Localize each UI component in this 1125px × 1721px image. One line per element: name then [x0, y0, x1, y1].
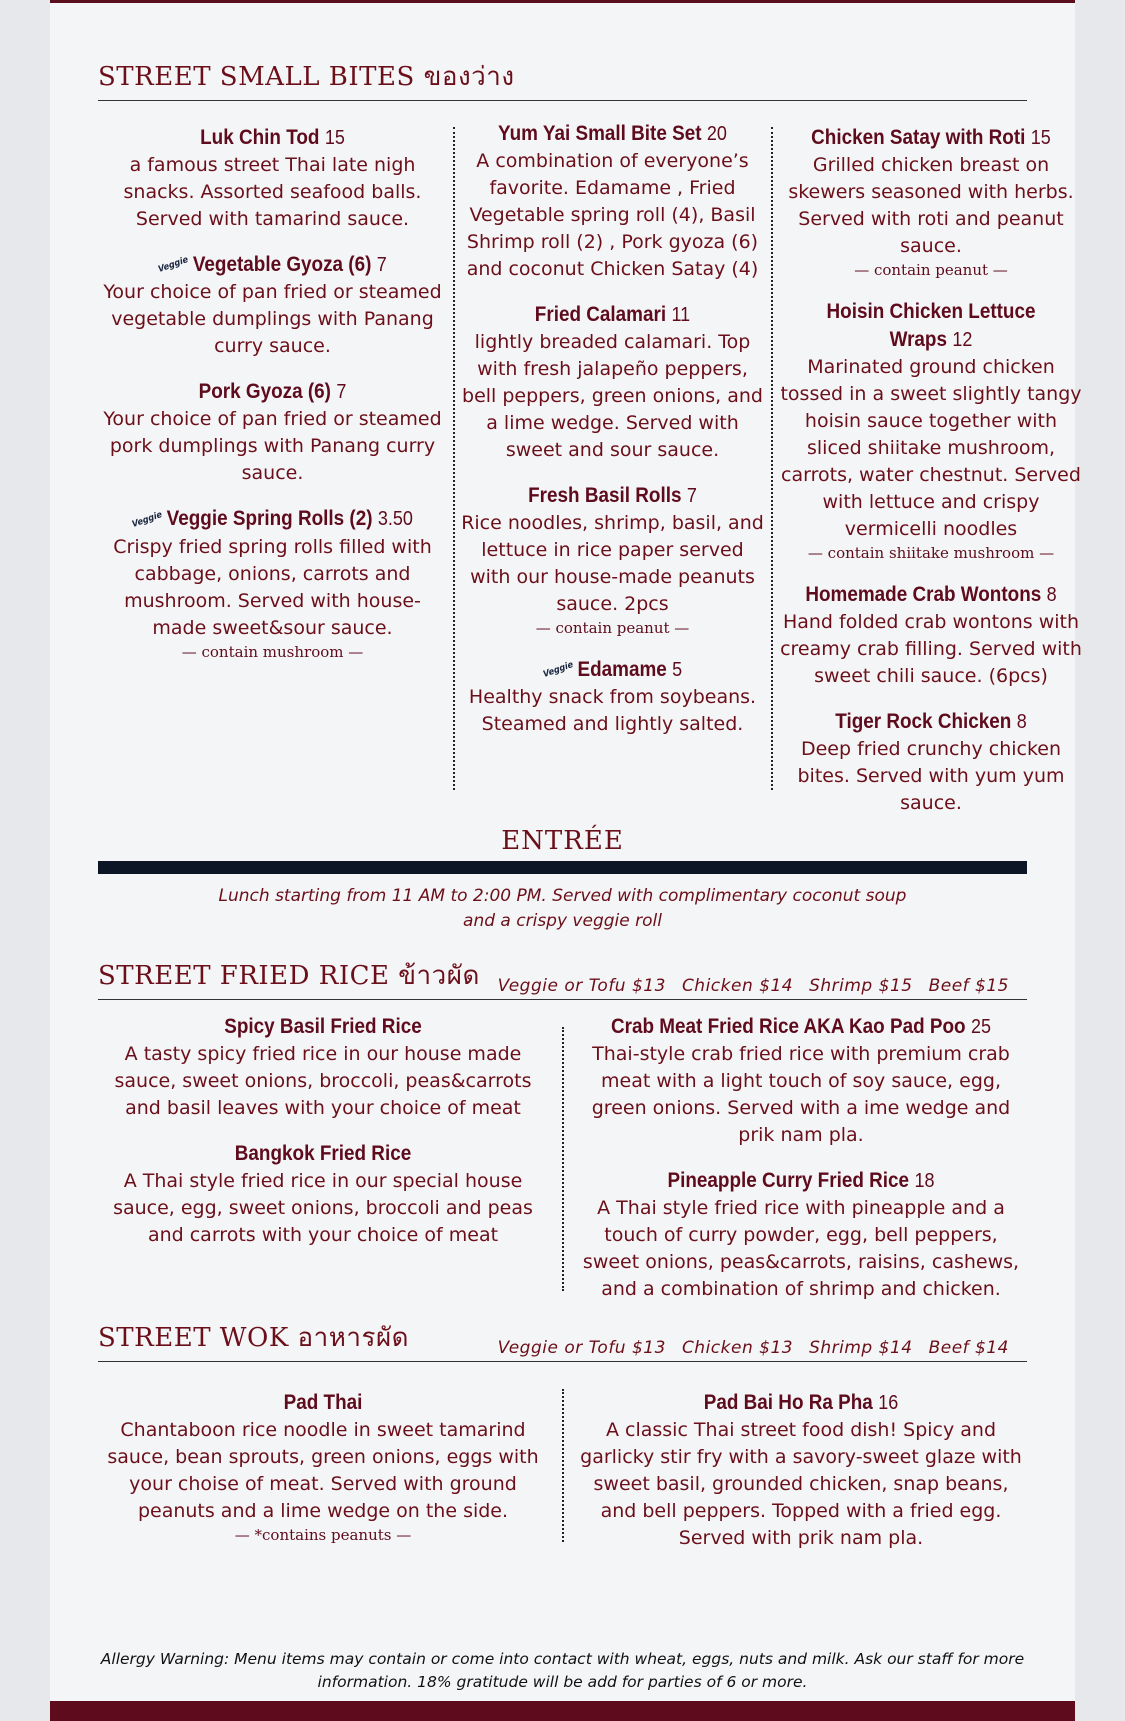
fried-rice-header	[98, 963, 1027, 1000]
menu-item	[778, 124, 1084, 280]
menu-item	[460, 301, 765, 464]
lunch-line-2: and a crispy veggie roll	[463, 911, 662, 931]
item-name: Pineapple Curry Fried Rice	[667, 1169, 910, 1192]
item-title	[602, 1389, 1000, 1417]
column-divider	[562, 1027, 564, 1291]
item-name: Vegetable Gyoza (6)	[192, 253, 372, 276]
price-option: Chicken $14	[681, 976, 794, 996]
item-price: 11	[671, 304, 691, 326]
item-price: 7	[376, 254, 387, 276]
item-name: Homemade Crab Wontons	[805, 583, 1042, 606]
item-title	[602, 1167, 1000, 1195]
price-option: Veggie or Tofu $13	[497, 1338, 666, 1358]
small-bites-header	[98, 64, 1027, 101]
section-title: STREET SMALL BITES ของว่าง	[98, 62, 515, 92]
fried-rice-col-left	[98, 1013, 548, 1267]
item-name: Hoisin Chicken Lettuce Wraps	[826, 300, 1036, 351]
wok-col-left	[98, 1389, 548, 1563]
column-divider	[771, 127, 773, 790]
item-price: 8	[1016, 711, 1027, 733]
allergen-note: — contain peanut —	[535, 619, 690, 637]
item-name: Fresh Basil Rolls	[528, 484, 682, 507]
item-title	[602, 1013, 1000, 1041]
item-title	[117, 505, 428, 533]
small-bites-col-3	[778, 124, 1084, 835]
item-price: 18	[914, 1170, 935, 1192]
item-title	[475, 482, 750, 510]
section-title: STREET WOK อาหารผัด	[98, 1323, 410, 1353]
item-price: 7	[336, 381, 347, 404]
entree-title: ENTRÉE	[501, 826, 624, 856]
item-name: Fried Calamari	[534, 303, 667, 326]
item-title	[117, 378, 428, 406]
price-list	[482, 1338, 1009, 1358]
item-title	[793, 298, 1068, 354]
item-title	[793, 708, 1068, 736]
fried-rice-col-right	[580, 1013, 1022, 1321]
item-title	[121, 1013, 526, 1041]
menu-page	[50, 0, 1082, 1721]
item-description: A Thai style fried rice with pineapple and a touch of curry powder, egg, bell peppers, sweet onions, peas&carrots, raisins, cashews, and a combination of shrimp and chicken.	[582, 1197, 1020, 1300]
veggie-icon: Veggie	[157, 255, 190, 276]
menu-item	[778, 708, 1084, 817]
menu-item	[98, 1389, 548, 1545]
item-title	[117, 124, 428, 152]
price-option: Veggie or Tofu $13	[497, 976, 666, 996]
entree-divider-bar	[98, 861, 1027, 874]
item-price: 15	[1030, 127, 1051, 149]
item-title	[117, 251, 428, 279]
allergy-line-2: information. 18% gratitude will be add for parties of 6 or more.	[317, 1673, 808, 1691]
allergy-line-1: Allergy Warning: Menu items may contain or come into contact with wheat, eggs, nuts and milk. Ask our staff for more	[100, 1650, 1025, 1668]
item-price: 20	[706, 123, 727, 145]
item-title	[793, 124, 1068, 152]
price-option: Chicken $13	[681, 1338, 794, 1358]
menu-item	[778, 298, 1084, 563]
allergen-note: — contain shiitake mushroom —	[807, 544, 1055, 562]
item-description: A combination of everyone’s favorite. Edamame , Fried Vegetable spring roll (4), Basil Shrimp roll (2) , Pork gyoza (6) and coconut Chicken Satay (4)	[466, 150, 759, 280]
item-name: Chicken Satay with Roti	[811, 126, 1026, 149]
menu-item	[100, 124, 445, 233]
column-divider	[562, 1389, 564, 1542]
allergen-note: — contain peanut —	[854, 261, 1008, 279]
menu-item	[778, 581, 1084, 690]
item-price: 12	[952, 329, 973, 351]
bottom-border	[50, 1701, 1075, 1721]
item-description: A tasty spicy fried rice in our house made sauce, sweet onions, broccoli, peas&carrots and basil leaves with your choice of meat	[114, 1043, 532, 1119]
veggie-icon: Veggie	[542, 660, 575, 681]
price-list	[482, 976, 1009, 996]
veggie-icon: Veggie	[131, 509, 164, 530]
item-description: Hand folded crab wontons with creamy crab filling. Served with sweet chili sauce. (6pcs)	[780, 611, 1082, 687]
item-name: Pad Thai	[283, 1391, 363, 1414]
column-divider	[453, 127, 455, 790]
item-price: 25	[971, 1016, 992, 1038]
menu-item	[580, 1167, 1022, 1303]
price-option: Shrimp $14	[809, 1338, 913, 1358]
menu-item	[580, 1389, 1022, 1552]
item-title	[475, 656, 750, 684]
item-description: A classic Thai street food dish! Spicy and garlicky stir fry with a savory-sweet glaze with sweet basil, grounded chicken, snap beans, and bell peppers. Topped with a fried egg. Served with prik nam pla.	[580, 1419, 1022, 1549]
menu-item	[98, 1013, 548, 1122]
menu-item	[580, 1013, 1022, 1149]
item-description: Your choice of pan fried or steamed pork dumplings with Panang curry sauce.	[103, 408, 442, 485]
item-description: Thai-style crab fried rice with premium crab meat with a light touch of soy sauce, egg, green onions. Served with a ime wedge and prik nam pla.	[591, 1043, 1011, 1146]
item-title	[475, 301, 750, 329]
menu-item	[460, 656, 765, 738]
item-name: Luk Chin Tod	[200, 126, 320, 149]
menu-item	[100, 378, 445, 487]
item-description: lightly breaded calamari. Top with fresh jalapeño peppers, bell peppers, green onions, and a lime wedge. Served with sweet and sour sauce.	[462, 331, 763, 461]
lunch-line-1: Lunch starting from 11 AM to 2:00 PM. Served with complimentary coconut soup	[218, 886, 907, 906]
wok-col-right	[580, 1389, 1022, 1570]
price-option: Beef $15	[928, 976, 1009, 996]
small-bites-col-2	[460, 120, 765, 756]
item-price: 15	[324, 127, 345, 149]
menu-item	[98, 1140, 548, 1249]
top-border	[50, 0, 1075, 3]
item-name: Pork Gyoza (6)	[198, 380, 331, 404]
lunch-info	[98, 884, 1027, 934]
small-bites-col-1	[100, 124, 445, 680]
item-name: Bangkok Fried Rice	[234, 1142, 412, 1165]
price-option: Beef $14	[928, 1338, 1009, 1358]
menu-item	[460, 482, 765, 638]
item-description: Grilled chicken breast on skewers seasoned with herbs. Served with roti and peanut sauce.	[788, 154, 1074, 257]
item-price: 3.50	[377, 508, 413, 531]
menu-item	[100, 251, 445, 360]
item-description: Healthy snack from soybeans. Steamed and lightly salted.	[468, 686, 757, 736]
item-description: a famous street Thai late nigh snacks. Assorted seafood balls. Served with tamarind sauce.	[123, 154, 422, 230]
item-name: Tiger Rock Chicken	[835, 710, 1012, 733]
item-price: 7	[686, 485, 697, 507]
item-price: 5	[672, 659, 683, 681]
item-price: 8	[1046, 584, 1057, 606]
allergen-note: — contain mushroom —	[181, 642, 364, 661]
item-name: Edamame	[577, 658, 667, 681]
item-title	[121, 1140, 526, 1168]
item-title	[793, 581, 1068, 609]
price-option: Shrimp $15	[809, 976, 913, 996]
item-description: A Thai style fried rice in our special house sauce, egg, sweet onions, broccoli and peas and carrots with your choice of meat	[113, 1170, 533, 1246]
item-description: Your choice of pan fried or steamed vegetable dumplings with Panang curry sauce.	[103, 281, 442, 358]
item-title	[121, 1389, 526, 1417]
item-name: Crab Meat Fried Rice AKA Kao Pad Poo	[610, 1015, 966, 1038]
allergen-note: — *contains peanuts —	[234, 1526, 412, 1544]
menu-item	[460, 120, 765, 283]
item-name: Spicy Basil Fried Rice	[224, 1015, 422, 1038]
menu-item	[100, 505, 445, 661]
wok-header	[98, 1325, 1027, 1362]
item-name: Pad Bai Ho Ra Pha	[703, 1391, 873, 1414]
allergy-warning	[98, 1648, 1027, 1694]
item-description: Deep fried crunchy chicken bites. Served with yum yum sauce.	[797, 738, 1065, 814]
item-title	[475, 120, 750, 148]
item-name: Veggie Spring Rolls (2)	[166, 507, 373, 531]
item-description: Marinated ground chicken tossed in a sweet slightly tangy hoisin sauce together with sliced shiitake mushroom, carrots, water chestnut. Served with lettuce and crispy vermicelli noodles	[780, 356, 1082, 540]
item-name: Yum Yai Small Bite Set	[498, 122, 702, 145]
item-description: Chantaboon rice noodle in sweet tamarind sauce, bean sprouts, green onions, eggs with your choise of meat. Served with ground peanuts and a lime wedge on the side.	[107, 1419, 539, 1522]
item-description: Crispy fried spring rolls filled with cabbage, onions, carrots and mushroom. Served with house- made sweet&sour sauce.	[113, 535, 432, 639]
section-title: STREET FRIED RICE ข้าวผัด	[98, 961, 480, 991]
item-description: Rice noodles, shrimp, basil, and lettuce in rice paper served with our house-made peanuts sauce. 2pcs	[461, 512, 764, 615]
item-price: 16	[878, 1392, 899, 1414]
